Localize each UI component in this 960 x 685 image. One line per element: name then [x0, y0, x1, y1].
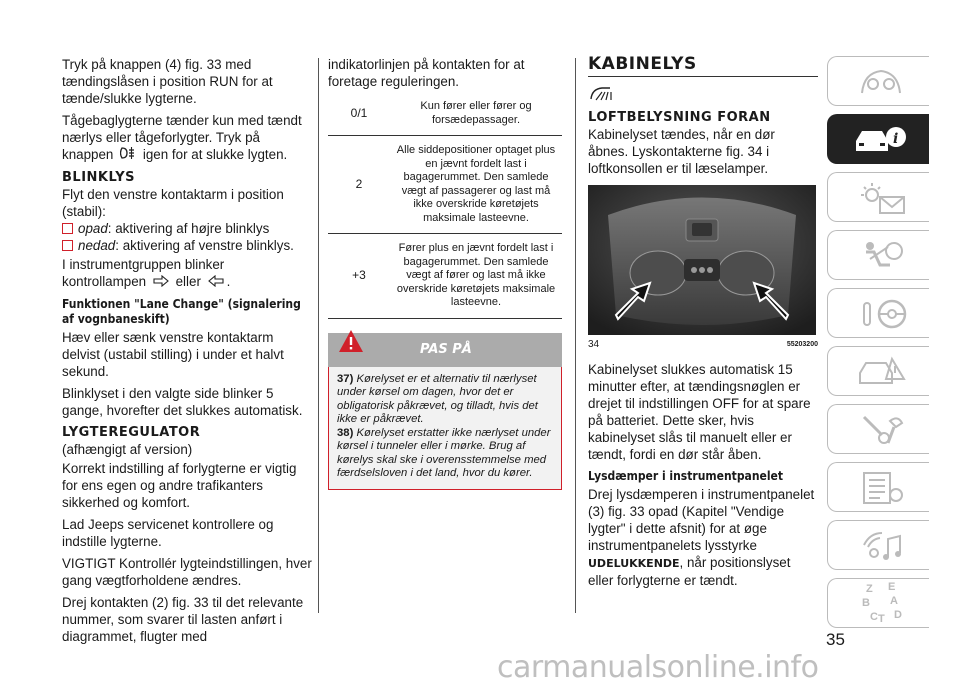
paragraph-fog-lights: Tågebaglygterne tænder kun med tændt nærlys eller tågeforlygter. Tryk på knappen igen for at slukke lygten.: [62, 112, 312, 164]
page-number: 35: [826, 630, 845, 649]
tab-starting-driving[interactable]: [827, 288, 929, 338]
arrow-right-icon: [153, 274, 169, 291]
heading-dimmer: Lysdæmper i instrumentpanelet: [588, 469, 784, 483]
figure-34-photo: [588, 185, 816, 335]
figure-number: 34: [588, 339, 600, 350]
svg-text:i: i: [893, 131, 899, 147]
table-cell-value: Kun fører eller fører og forsædepassager.: [390, 92, 562, 136]
table-cell-value: Alle siddepositioner optaget plus en jævnt fordelt last i bagagerummet. Den samlede vægt af passagerer og last må ikke overskride køretøjets maksimale lasteevne.: [390, 136, 562, 234]
paragraph-lygteregulator-3: Lad Jeeps servicenet kontrollere og indstille lygterne.: [62, 517, 274, 550]
figure-caption: [588, 336, 818, 353]
paragraph-lygteregulator-4: VIGTIGT Kontrollér lygteindstillingen, hver gang vægtforholdene ændres.: [62, 556, 312, 589]
paragraph-blinklys-intro: Flyt den venstre kontaktarm i position (stabil):: [62, 187, 284, 220]
paragraph-indicator-line: indikatorlinjen på kontakten for at foretage reguleringen.: [328, 57, 525, 89]
load-table: [328, 92, 562, 319]
airbag-icon: [860, 239, 906, 278]
figure-code: 55203200: [786, 341, 818, 348]
bullet-item-up: opad: aktivering af højre blinklys: [62, 220, 312, 237]
tab-technical-data[interactable]: [827, 462, 929, 512]
warning-item-37: 37) Kørelyset er et alternativ til nærlyset under kørsel om dagen, hvor det er obligatorisk påkrævet, og tilladt, hvis det ikke er påkrævet.: [337, 372, 538, 425]
heading-lane-change: Funktionen "Lane Change" (signalering af vognbaneskift): [62, 297, 301, 327]
specs-list-icon: [860, 471, 906, 510]
watermark: carmanualsonline.info: [497, 650, 819, 685]
tab-maintenance[interactable]: [827, 404, 929, 454]
tab-safety[interactable]: [827, 230, 929, 280]
paragraph-dimmer: Drej lysdæmperen i instrumentpanelet (3) fig. 33 opad (Kapitel "Vendige lygter" i dette afsnit) for at øge instrumentpanelets lysstyrke UDELUKKENDE, når positionslyset eller forlygterne er tændt.: [588, 487, 815, 588]
tab-emergency[interactable]: [827, 346, 929, 396]
arrow-left-icon: [208, 274, 224, 291]
heading-lygteregulator: LYGTEREGULATOR: [62, 425, 201, 441]
car-crash-icon: [856, 355, 908, 394]
section-title: KABINELYS: [588, 56, 818, 77]
heading-blinklys: BLINKLYS: [62, 170, 136, 186]
table-row: [328, 92, 562, 136]
tab-knowing-car[interactable]: [827, 114, 929, 164]
car-info-icon: [852, 123, 908, 162]
column-divider-1: [318, 58, 319, 613]
warning-box: [328, 333, 562, 490]
table-cell-key: 0/1: [328, 92, 390, 136]
paragraph-loft-2: Kabinelyset slukkes automatisk 15 minutter efter, at tændingsnøglen er drejet til indstillingen OFF for at spare på batteriet. Dette sker, hvis kabinelyset slås til manuelt eller er tændt, fordi en dør står åben.: [588, 362, 811, 462]
index-alphabet-icon: Z E B A C T D: [862, 581, 902, 625]
interior-light-icon: [588, 83, 818, 103]
paragraph-indicator: I instrumentgruppen blinker kontrollampen eller .: [62, 257, 231, 290]
paragraph-run-position: Tryk på knappen (4) fig. 33 med tændingslåsen i position RUN for at tænde/slukke lygterne.: [62, 57, 273, 106]
warning-header: [328, 333, 562, 367]
paragraph-lygteregulator-1: (afhængigt af version): [62, 442, 193, 458]
heading-loftbelysning: LOFTBELYSNING FORAN: [588, 110, 771, 125]
column-2: [328, 56, 562, 490]
warning-title: PAS PÅ: [420, 341, 472, 357]
paragraph-loft-1: Kabinelyset tændes, når en dør åbnes. Lyskontakterne fig. 34 i loftkonsollen er til læselamper.: [588, 127, 775, 176]
bullet-square-icon: [62, 240, 73, 251]
warning-item-38: 38) Kørelyset erstatter ikke nærlyset under kørsel i tunneler eller i mørke. Brug af kørelys skal ske i overensstemmelse med færdselsloven i det land, hvor du kører.: [337, 426, 551, 479]
car-dashboard-icon: [858, 67, 904, 102]
warning-triangle-icon: [338, 329, 364, 357]
paragraph-lane-change-1: Hæv eller sænk venstre kontaktarm delvist (ustabil stilling) i under et halvt sekund.: [62, 330, 284, 380]
multimedia-icon: [860, 529, 906, 568]
tab-multimedia[interactable]: [827, 520, 929, 570]
table-cell-key: +3: [328, 234, 390, 319]
bullet-item-down: nedad: aktivering af venstre blinklys.: [62, 237, 312, 254]
table-row: [328, 136, 562, 234]
tab-index[interactable]: [827, 578, 929, 628]
paragraph-lane-change-2: Blinklyset i den valgte side blinker 5 gange, hvorefter det slukkes automatisk.: [62, 386, 303, 419]
tab-warning-lights[interactable]: [827, 172, 929, 222]
table-cell-value: Fører plus en jævnt fordelt last i bagagerummet. Den samlede vægt af fører og last må ikke overskride køretøjets maksimale lasteevne.: [390, 234, 562, 319]
steering-wheel-icon: [858, 297, 908, 336]
column-divider-2: [575, 58, 576, 613]
table-cell-key: 2: [328, 136, 390, 234]
warning-body: [328, 367, 562, 490]
warning-lights-icon: [858, 181, 908, 220]
service-tools-icon: [858, 413, 908, 452]
fog-light-icon: [120, 146, 136, 164]
tab-dashboard[interactable]: [827, 56, 929, 106]
table-row: [328, 234, 562, 319]
column-3: [588, 56, 818, 594]
column-1: [62, 56, 312, 650]
bullet-square-icon: [62, 223, 73, 234]
paragraph-lygteregulator-2: Korrekt indstilling af forlygterne er vigtig for ens egen og andre trafikanters sikkerhed og komfort.: [62, 461, 297, 511]
paragraph-lygteregulator-5: Drej kontakten (2) fig. 33 til det relevante nummer, som svarer til lasten anført i diagrammet, flugter med: [62, 595, 304, 645]
